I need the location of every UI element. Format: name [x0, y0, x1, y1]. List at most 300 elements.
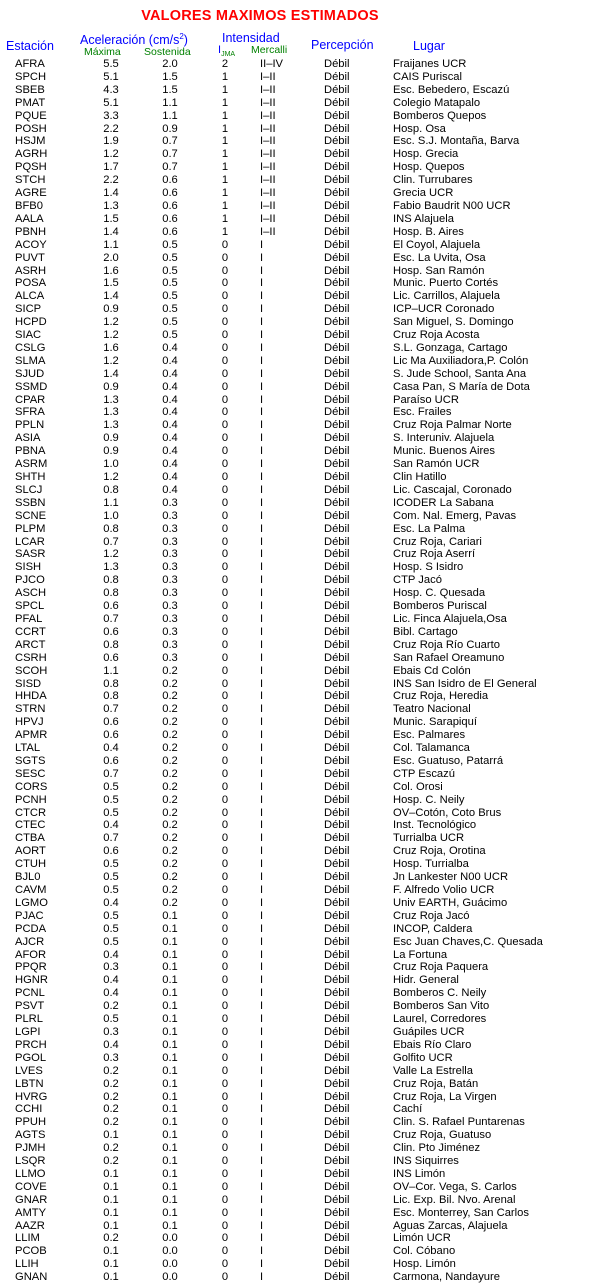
perception: Débil — [324, 1038, 350, 1051]
max-acceleration: 0.2 — [103, 1000, 119, 1013]
station-code: CPAR — [15, 393, 46, 406]
intensity-jma: 0 — [221, 496, 229, 509]
header-aceleracion-label: Aceleración (cm/s — [80, 33, 180, 48]
max-acceleration: 0.7 — [103, 767, 119, 780]
sustained-acceleration: 0.3 — [162, 651, 178, 664]
perception: Débil — [324, 1051, 350, 1064]
table-row — [0, 277, 590, 290]
intensity-jma: 0 — [221, 1271, 229, 1284]
perception: Débil — [324, 290, 350, 303]
perception: Débil — [324, 1219, 350, 1232]
intensity-jma: 0 — [221, 1077, 229, 1090]
station-code: SSMD — [15, 380, 48, 393]
intensity-jma: 1 — [221, 199, 229, 212]
station-code: PJAC — [15, 909, 44, 922]
sustained-acceleration: 0.2 — [162, 780, 178, 793]
station-code: AAZR — [15, 1219, 45, 1232]
perception: Débil — [324, 1245, 350, 1258]
station-code: LGMO — [15, 896, 48, 909]
location: Hosp. C. Neily — [393, 793, 465, 806]
perception: Débil — [324, 1025, 350, 1038]
location: Hosp. S Isidro — [393, 561, 464, 574]
intensity-mercalli: I — [260, 625, 264, 638]
location: Col. Orosi — [393, 780, 443, 793]
sustained-acceleration: 0.2 — [162, 896, 178, 909]
perception: Débil — [324, 264, 350, 277]
intensity-jma: 0 — [221, 716, 229, 729]
sustained-acceleration: 0.7 — [162, 148, 178, 161]
table-row — [0, 1052, 590, 1065]
intensity-mercalli: I — [260, 354, 264, 367]
intensity-jma: 0 — [221, 871, 229, 884]
location: Cruz Roja Palmar Norte — [393, 419, 512, 432]
location: Esc. Palmares — [393, 729, 466, 742]
sustained-acceleration: 0.6 — [162, 187, 178, 200]
max-acceleration: 0.6 — [103, 845, 119, 858]
perception: Débil — [324, 225, 350, 238]
intensity-jma: 0 — [221, 380, 229, 393]
sustained-acceleration: 0.2 — [162, 677, 178, 690]
sustained-acceleration: 0.2 — [162, 832, 178, 845]
location: Bomberos C. Neily — [393, 987, 487, 1000]
intensity-mercalli: I — [260, 948, 264, 961]
sustained-acceleration: 0.1 — [162, 987, 178, 1000]
max-acceleration: 0.4 — [103, 819, 119, 832]
perception: Débil — [324, 625, 350, 638]
station-code: ARCT — [15, 638, 46, 651]
location: Paraíso UCR — [393, 393, 459, 406]
location: Casa Pan, S María de Dota — [393, 380, 530, 393]
intensity-jma: 0 — [221, 832, 229, 845]
station-code: PSVT — [15, 1000, 45, 1013]
intensity-mercalli: I — [260, 561, 264, 574]
intensity-mercalli: I — [260, 780, 264, 793]
sustained-acceleration: 0.4 — [162, 406, 178, 419]
intensity-jma: 0 — [221, 974, 229, 987]
location: Cruz Roja, Heredia — [393, 690, 489, 703]
intensity-jma: 0 — [221, 238, 229, 251]
location: Hosp. Turrialba — [393, 858, 469, 871]
location: Grecia UCR — [393, 187, 454, 200]
perception: Débil — [324, 703, 350, 716]
station-code: SPCL — [15, 600, 45, 613]
station-code: SESC — [15, 767, 46, 780]
sustained-acceleration: 0.4 — [162, 367, 178, 380]
table-row — [0, 1078, 590, 1091]
intensity-mercalli: I — [260, 806, 264, 819]
location: Univ EARTH, Guácimo — [393, 896, 508, 909]
sustained-acceleration: 0.2 — [162, 742, 178, 755]
intensity-jma: 0 — [221, 329, 229, 342]
max-acceleration: 1.1 — [103, 238, 119, 251]
header-sostenida: Sostenida — [144, 46, 191, 58]
max-acceleration: 1.2 — [103, 329, 119, 342]
table-row — [0, 561, 590, 574]
intensity-mercalli: I–II — [260, 96, 276, 109]
intensity-jma: 1 — [221, 135, 229, 148]
sustained-acceleration: 0.0 — [162, 1258, 178, 1271]
intensity-mercalli: I — [260, 1038, 264, 1051]
intensity-mercalli: I — [260, 703, 264, 716]
intensity-mercalli: I — [260, 638, 264, 651]
perception: Débil — [324, 909, 350, 922]
intensity-mercalli: I — [260, 600, 264, 613]
sustained-acceleration: 0.1 — [162, 1206, 178, 1219]
perception: Débil — [324, 1116, 350, 1129]
max-acceleration: 2.2 — [103, 122, 119, 135]
location: Esc. S.J. Montaña, Barva — [393, 135, 520, 148]
sustained-acceleration: 0.2 — [162, 845, 178, 858]
station-code: ASIA — [15, 432, 41, 445]
table-row — [0, 510, 590, 523]
max-acceleration: 1.3 — [103, 561, 119, 574]
table-row — [0, 961, 590, 974]
perception: Débil — [324, 135, 350, 148]
location: Cruz Roja Jacó — [393, 909, 470, 922]
max-acceleration: 0.4 — [103, 1038, 119, 1051]
max-acceleration: 0.3 — [103, 1051, 119, 1064]
intensity-jma: 0 — [221, 587, 229, 600]
station-code: SBEB — [15, 83, 45, 96]
intensity-jma: 1 — [221, 225, 229, 238]
table-row — [0, 471, 590, 484]
intensity-mercalli: I — [260, 612, 264, 625]
max-acceleration: 1.4 — [103, 187, 119, 200]
station-code: AGRH — [15, 148, 48, 161]
intensity-mercalli: I — [260, 716, 264, 729]
table-row — [0, 845, 590, 858]
max-acceleration: 0.2 — [103, 1077, 119, 1090]
table-row — [0, 523, 590, 536]
sustained-acceleration: 0.3 — [162, 587, 178, 600]
table-row — [0, 819, 590, 832]
intensity-mercalli: I — [260, 1129, 264, 1142]
intensity-jma: 0 — [221, 780, 229, 793]
sustained-acceleration: 0.3 — [162, 574, 178, 587]
max-acceleration: 0.1 — [103, 1245, 119, 1258]
intensity-jma: 0 — [221, 819, 229, 832]
station-code: SASR — [15, 548, 46, 561]
location: ICODER La Sabana — [393, 496, 494, 509]
intensity-mercalli: I — [260, 1077, 264, 1090]
intensity-mercalli: I — [260, 1193, 264, 1206]
sustained-acceleration: 0.1 — [162, 1193, 178, 1206]
perception: Débil — [324, 793, 350, 806]
location: S.L. Gonzaga, Cartago — [393, 341, 508, 354]
location: Bibl. Cartago — [393, 625, 458, 638]
intensity-mercalli: I — [260, 419, 264, 432]
header-aceleracion-close: ) — [183, 33, 188, 48]
table-row — [0, 1258, 590, 1271]
sustained-acceleration: 0.1 — [162, 1142, 178, 1155]
intensity-jma: 0 — [221, 742, 229, 755]
max-acceleration: 1.9 — [103, 135, 119, 148]
location: Cruz Roja Paquera — [393, 961, 489, 974]
perception: Débil — [324, 690, 350, 703]
intensity-mercalli: I — [260, 961, 264, 974]
max-acceleration: 0.1 — [103, 1193, 119, 1206]
sustained-acceleration: 0.1 — [162, 1025, 178, 1038]
intensity-mercalli: I — [260, 1271, 264, 1284]
perception: Débil — [324, 742, 350, 755]
location: Cruz Roja Río Cuarto — [393, 638, 500, 651]
perception: Débil — [324, 961, 350, 974]
perception: Débil — [324, 535, 350, 548]
table-row — [0, 768, 590, 781]
location: Clin Hatillo — [393, 471, 447, 483]
location: Esc. La Uvita, Osa — [393, 251, 486, 264]
sustained-acceleration: 0.4 — [162, 419, 178, 432]
perception: Débil — [324, 1258, 350, 1271]
sustained-acceleration: 0.0 — [162, 1232, 178, 1245]
sustained-acceleration: 0.6 — [162, 199, 178, 212]
intensity-mercalli: I — [260, 509, 264, 522]
header-estacion: Estación — [6, 39, 54, 53]
location: Laurel, Corredores — [393, 1013, 487, 1026]
location: Hosp. Grecia — [393, 148, 459, 161]
intensity-jma: 0 — [221, 1051, 229, 1064]
max-acceleration: 0.1 — [103, 1167, 119, 1180]
table-row — [0, 1116, 590, 1129]
perception: Débil — [324, 845, 350, 858]
station-code: PLRL — [15, 1013, 43, 1026]
intensity-jma: 0 — [221, 664, 229, 677]
max-acceleration: 0.4 — [103, 948, 119, 961]
max-acceleration: 0.2 — [103, 1103, 119, 1116]
location: INS Limón — [393, 1167, 446, 1180]
header-maxima: Máxima — [84, 46, 121, 58]
location: INS Siquirres — [393, 1155, 459, 1168]
intensity-jma: 0 — [221, 677, 229, 690]
table-row — [0, 536, 590, 549]
intensity-jma: 0 — [221, 1129, 229, 1142]
sustained-acceleration: 0.3 — [162, 522, 178, 535]
station-code: STCH — [15, 174, 46, 187]
table-row — [0, 1026, 590, 1039]
perception: Débil — [324, 1142, 350, 1155]
sustained-acceleration: 0.4 — [162, 458, 178, 471]
sustained-acceleration: 0.2 — [162, 690, 178, 703]
sustained-acceleration: 0.1 — [162, 1090, 178, 1103]
location: Esc. Guatuso, Patarrá — [393, 754, 504, 767]
max-acceleration: 4.3 — [103, 83, 119, 96]
intensity-jma: 1 — [221, 109, 229, 122]
intensity-jma: 0 — [221, 651, 229, 664]
perception: Débil — [324, 83, 350, 96]
perception: Débil — [324, 948, 350, 961]
intensity-mercalli: I — [260, 677, 264, 690]
table-row — [0, 974, 590, 987]
perception: Débil — [324, 987, 350, 1000]
sustained-acceleration: 0.5 — [162, 277, 178, 290]
station-code: ASCH — [15, 587, 47, 600]
intensity-jma: 0 — [221, 1232, 229, 1245]
perception: Débil — [324, 754, 350, 767]
max-acceleration: 1.7 — [103, 161, 119, 174]
sustained-acceleration: 0.5 — [162, 316, 178, 329]
table-row — [0, 716, 590, 729]
intensity-mercalli: I — [260, 767, 264, 780]
table-row — [0, 755, 590, 768]
max-acceleration: 0.9 — [103, 432, 119, 445]
station-code: HSJM — [15, 135, 46, 148]
intensity-jma: 0 — [221, 858, 229, 871]
location: INS Alajuela — [393, 212, 454, 225]
location: Lic. Exp. Bil. Nvo. Arenal — [393, 1193, 516, 1206]
perception: Débil — [324, 871, 350, 884]
sustained-acceleration: 0.3 — [162, 638, 178, 651]
location: Carmona, Nandayure — [393, 1271, 500, 1284]
sustained-acceleration: 0.4 — [162, 432, 178, 445]
intensity-mercalli: I — [260, 303, 264, 316]
intensity-jma: 0 — [221, 1155, 229, 1168]
perception: Débil — [324, 935, 350, 948]
intensity-jma: 0 — [221, 612, 229, 625]
location: Turrialba UCR — [393, 832, 465, 845]
station-code: HHDA — [15, 690, 47, 703]
intensity-mercalli: I — [260, 290, 264, 303]
table-row — [0, 1091, 590, 1104]
perception: Débil — [324, 109, 350, 122]
station-code: HVRG — [15, 1090, 48, 1103]
sustained-acceleration: 0.1 — [162, 1167, 178, 1180]
table-row — [0, 1271, 590, 1284]
intensity-jma: 0 — [221, 419, 229, 432]
sustained-acceleration: 2.0 — [162, 58, 178, 70]
max-acceleration: 5.5 — [103, 58, 119, 70]
intensity-mercalli: I — [260, 819, 264, 832]
location: El Coyol, Alajuela — [393, 238, 481, 251]
intensity-mercalli: I — [260, 664, 264, 677]
table-row — [0, 200, 590, 213]
station-code: SFRA — [15, 406, 45, 419]
station-code: HPVJ — [15, 716, 44, 729]
intensity-mercalli: I — [260, 1090, 264, 1103]
intensity-jma: 0 — [221, 1025, 229, 1038]
station-code: CTEC — [15, 819, 46, 832]
table-row — [0, 936, 590, 949]
intensity-mercalli: I — [260, 896, 264, 909]
max-acceleration: 0.6 — [103, 651, 119, 664]
perception: Débil — [324, 70, 350, 83]
station-code: LLIH — [15, 1258, 39, 1271]
location: Munic. Sarapiquí — [393, 716, 477, 729]
intensity-mercalli: I — [260, 793, 264, 806]
location: INS San Isidro de El General — [393, 677, 537, 690]
page-title: VALORES MAXIMOS ESTIMADOS — [141, 8, 379, 24]
location: Cruz Roja, Cariari — [393, 535, 482, 548]
table-row — [0, 1000, 590, 1013]
table-row — [0, 652, 590, 665]
station-code: PGOL — [15, 1051, 47, 1064]
intensity-mercalli: I — [260, 832, 264, 845]
perception: Débil — [324, 419, 350, 432]
location: Cruz Roja, La Virgen — [393, 1090, 497, 1103]
intensity-mercalli: I–II — [260, 161, 276, 174]
location: INCOP, Caldera — [393, 922, 473, 935]
intensity-mercalli: I — [260, 871, 264, 884]
sustained-acceleration: 0.5 — [162, 251, 178, 264]
sustained-acceleration: 0.3 — [162, 625, 178, 638]
intensity-jma: 0 — [221, 1167, 229, 1180]
intensity-mercalli: I–II — [260, 70, 276, 83]
max-acceleration: 0.1 — [103, 1219, 119, 1232]
intensity-jma: 0 — [221, 922, 229, 935]
perception: Débil — [324, 380, 350, 393]
location: Lic Ma Auxiliadora,P. Colón — [393, 354, 529, 367]
station-code: CTBA — [15, 832, 45, 845]
sustained-acceleration: 0.4 — [162, 380, 178, 393]
table-row — [0, 690, 590, 703]
perception: Débil — [324, 329, 350, 342]
table-row — [0, 1065, 590, 1078]
table-row — [0, 1155, 590, 1168]
max-acceleration: 0.7 — [103, 703, 119, 716]
sustained-acceleration: 0.2 — [162, 664, 178, 677]
sustained-acceleration: 0.1 — [162, 961, 178, 974]
perception: Débil — [324, 664, 350, 677]
max-acceleration: 1.2 — [103, 148, 119, 161]
perception: Débil — [324, 974, 350, 987]
max-acceleration: 1.2 — [103, 548, 119, 561]
location: Com. Nal. Emerg, Pavas — [393, 509, 517, 522]
table-row — [0, 1129, 590, 1142]
table-row — [0, 213, 590, 226]
max-acceleration: 1.3 — [103, 393, 119, 406]
sustained-acceleration: 0.1 — [162, 1180, 178, 1193]
intensity-jma: 0 — [221, 754, 229, 767]
intensity-mercalli: I — [260, 1000, 264, 1013]
station-code: SLMA — [15, 354, 46, 367]
sustained-acceleration: 0.2 — [162, 754, 178, 767]
max-acceleration: 0.5 — [103, 780, 119, 793]
max-acceleration: 2.0 — [103, 251, 119, 264]
max-acceleration: 1.0 — [103, 509, 119, 522]
station-code: LVES — [15, 1064, 43, 1077]
sustained-acceleration: 0.2 — [162, 871, 178, 884]
station-code: POSH — [15, 122, 47, 135]
max-acceleration: 0.8 — [103, 690, 119, 703]
intensity-jma: 0 — [221, 290, 229, 303]
intensity-jma: 0 — [221, 1038, 229, 1051]
perception: Débil — [324, 1103, 350, 1116]
location: OV–Cor. Vega, S. Carlos — [393, 1180, 517, 1193]
table-row — [0, 458, 590, 471]
sustained-acceleration: 0.2 — [162, 858, 178, 871]
location: Hidr. General — [393, 974, 459, 987]
location: Esc. La Palma — [393, 522, 466, 535]
header-ijma — [218, 44, 235, 58]
sustained-acceleration: 0.3 — [162, 612, 178, 625]
max-acceleration: 0.1 — [103, 1180, 119, 1193]
location: Lic. Finca Alajuela,Osa — [393, 612, 507, 625]
table-row — [0, 742, 590, 755]
table-row — [0, 1207, 590, 1220]
sustained-acceleration: 0.3 — [162, 600, 178, 613]
location: Hosp. Osa — [393, 122, 446, 135]
intensity-mercalli: I — [260, 522, 264, 535]
intensity-mercalli: I — [260, 858, 264, 871]
location: Munic. Puerto Cortés — [393, 277, 499, 290]
intensity-mercalli: I — [260, 1258, 264, 1271]
sustained-acceleration: 0.1 — [162, 935, 178, 948]
intensity-mercalli: I — [260, 690, 264, 703]
intensity-jma: 0 — [221, 909, 229, 922]
intensity-mercalli: I — [260, 1167, 264, 1180]
intensity-mercalli: I — [260, 277, 264, 290]
intensity-mercalli: I — [260, 587, 264, 600]
header-percepcion: Percepción — [311, 38, 374, 52]
